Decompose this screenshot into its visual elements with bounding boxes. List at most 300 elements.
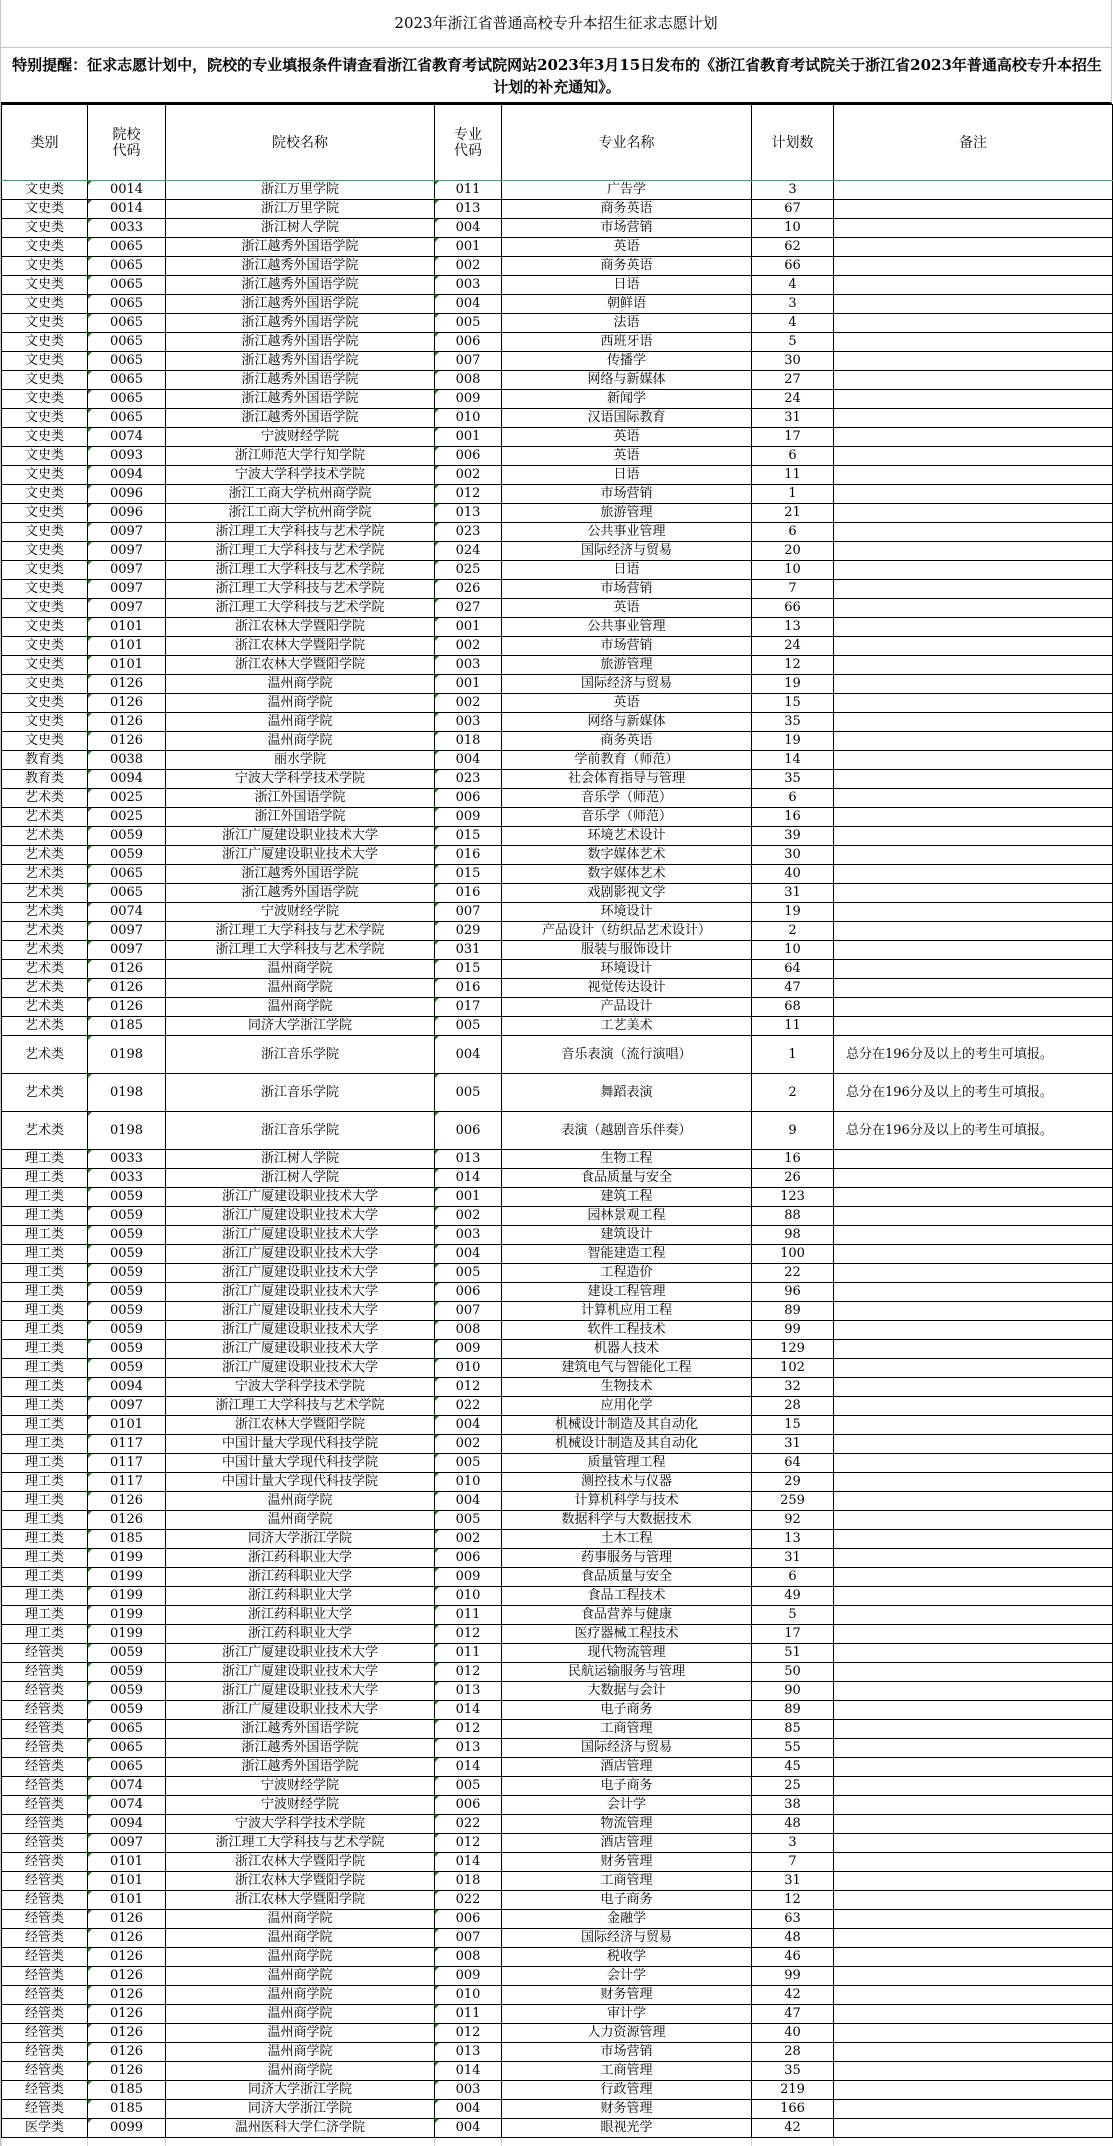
cell-major-name[interactable]: 建筑设计 [502, 1226, 752, 1245]
cell-major-code[interactable]: 013 [435, 1150, 502, 1169]
cell-school-code[interactable]: 0059 [88, 1283, 166, 1302]
cell-major-code[interactable]: 022 [435, 1397, 502, 1416]
cell-category[interactable]: 艺术类 [2, 922, 88, 941]
cell-school-name[interactable]: 浙江药科职业大学 [166, 1606, 435, 1625]
cell-remark[interactable] [834, 2043, 1113, 2062]
cell-remark[interactable] [834, 1264, 1113, 1283]
cell-school-name[interactable]: 浙江理工大学科技与艺术学院 [166, 941, 435, 960]
cell-plan[interactable]: 38 [752, 1796, 834, 1815]
cell-remark[interactable] [834, 770, 1113, 789]
cell-school-name[interactable]: 浙江万里学院 [166, 181, 435, 200]
cell-major-code[interactable]: 016 [435, 979, 502, 998]
cell-plan[interactable]: 99 [752, 1967, 834, 1986]
cell-school-code[interactable]: 0185 [88, 2081, 166, 2100]
cell-major-code[interactable]: 012 [435, 1720, 502, 1739]
cell-major-name[interactable]: 会计学 [502, 1967, 752, 1986]
cell-major-code[interactable]: 002 [435, 466, 502, 485]
cell-school-code[interactable]: 0101 [88, 1872, 166, 1891]
cell-major-code[interactable]: 013 [435, 2043, 502, 2062]
cell-remark[interactable] [834, 884, 1113, 903]
cell-remark[interactable] [834, 1226, 1113, 1245]
cell-school-name[interactable]: 浙江理工大学科技与艺术学院 [166, 1397, 435, 1416]
cell-major-code[interactable]: 011 [435, 1644, 502, 1663]
cell-major-code[interactable]: 022 [435, 1815, 502, 1834]
cell-category[interactable]: 理工类 [2, 1549, 88, 1568]
cell-plan[interactable]: 49 [752, 1587, 834, 1606]
cell-major-code[interactable]: 015 [435, 865, 502, 884]
cell-remark[interactable] [834, 1644, 1113, 1663]
cell-remark[interactable] [834, 1739, 1113, 1758]
cell-major-code[interactable]: 002 [435, 637, 502, 656]
cell-plan[interactable]: 17 [752, 428, 834, 447]
cell-school-name[interactable]: 同济大学浙江学院 [166, 1017, 435, 1036]
cell-category[interactable]: 理工类 [2, 1606, 88, 1625]
cell-major-name[interactable]: 市场营销 [502, 580, 752, 599]
cell-school-code[interactable]: 0033 [88, 219, 166, 238]
cell-school-code[interactable]: 0065 [88, 1720, 166, 1739]
cell-school-code[interactable]: 0101 [88, 656, 166, 675]
cell-major-code[interactable]: 006 [435, 1283, 502, 1302]
cell-plan[interactable]: 1 [752, 485, 834, 504]
cell-major-code[interactable]: 014 [435, 1169, 502, 1188]
cell-school-name[interactable]: 浙江越秀外国语学院 [166, 1758, 435, 1777]
cell-school-code[interactable]: 0099 [88, 2119, 166, 2138]
cell-category[interactable]: 艺术类 [2, 960, 88, 979]
cell-major-name[interactable]: 汉语国际教育 [502, 409, 752, 428]
cell-plan[interactable]: 99 [752, 1321, 834, 1340]
cell-school-name[interactable]: 温州商学院 [166, 713, 435, 732]
cell-remark[interactable] [834, 1758, 1113, 1777]
cell-category[interactable]: 经管类 [2, 1663, 88, 1682]
cell-major-name[interactable]: 医疗器械工程技术 [502, 1625, 752, 1644]
cell-plan[interactable]: 46 [752, 1948, 834, 1967]
cell-plan[interactable]: 25 [752, 1777, 834, 1796]
cell-plan[interactable]: 6 [752, 1568, 834, 1587]
cell-school-name[interactable]: 浙江农林大学暨阳学院 [166, 1416, 435, 1435]
cell-major-name[interactable]: 机器人技术 [502, 1340, 752, 1359]
cell-remark[interactable] [834, 1492, 1113, 1511]
cell-category[interactable]: 文史类 [2, 409, 88, 428]
cell-major-name[interactable]: 建筑电气与智能化工程 [502, 1359, 752, 1378]
cell-school-name[interactable]: 宁波财经学院 [166, 1777, 435, 1796]
cell-major-name[interactable]: 人力资源管理 [502, 2024, 752, 2043]
cell-major-code[interactable]: 008 [435, 1948, 502, 1967]
cell-plan[interactable]: 89 [752, 1701, 834, 1720]
cell-school-code[interactable]: 0096 [88, 485, 166, 504]
cell-major-name[interactable]: 数据科学与大数据技术 [502, 1511, 752, 1530]
cell-school-code[interactable]: 0093 [88, 447, 166, 466]
cell-major-name[interactable]: 商务英语 [502, 257, 752, 276]
cell-major-code[interactable]: 013 [435, 1682, 502, 1701]
cell-category[interactable]: 文史类 [2, 371, 88, 390]
cell-remark[interactable] [834, 2119, 1113, 2138]
cell-plan[interactable]: 9 [752, 1112, 834, 1150]
cell-school-name[interactable]: 浙江音乐学院 [166, 1074, 435, 1112]
cell-school-code[interactable]: 0025 [88, 808, 166, 827]
cell-major-code[interactable]: 006 [435, 447, 502, 466]
cell-school-name[interactable]: 浙江音乐学院 [166, 1112, 435, 1150]
cell-major-name[interactable]: 园林景观工程 [502, 1207, 752, 1226]
cell-plan[interactable]: 24 [752, 390, 834, 409]
cell-major-name[interactable]: 数字媒体艺术 [502, 865, 752, 884]
cell-school-code[interactable]: 0074 [88, 1796, 166, 1815]
cell-category[interactable]: 艺术类 [2, 1017, 88, 1036]
cell-major-name[interactable]: 电子商务 [502, 1891, 752, 1910]
cell-remark[interactable] [834, 827, 1113, 846]
cell-remark[interactable] [834, 257, 1113, 276]
cell-school-code[interactable]: 0059 [88, 1663, 166, 1682]
cell-major-code[interactable]: 009 [435, 1340, 502, 1359]
cell-plan[interactable]: 90 [752, 1682, 834, 1701]
cell-major-name[interactable]: 工商管理 [502, 1872, 752, 1891]
cell-major-code[interactable]: 002 [435, 1207, 502, 1226]
cell-category[interactable]: 经管类 [2, 1758, 88, 1777]
cell-plan[interactable]: 20 [752, 542, 834, 561]
cell-category[interactable]: 理工类 [2, 1359, 88, 1378]
cell-major-name[interactable]: 视觉传达设计 [502, 979, 752, 998]
cell-school-name[interactable]: 浙江树人学院 [166, 1150, 435, 1169]
cell-major-name[interactable]: 智能建造工程 [502, 1245, 752, 1264]
cell-major-code[interactable]: 004 [435, 751, 502, 770]
cell-school-name[interactable]: 浙江广厦建设职业技术大学 [166, 1226, 435, 1245]
cell-school-name[interactable]: 浙江越秀外国语学院 [166, 884, 435, 903]
cell-major-code[interactable]: 001 [435, 428, 502, 447]
cell-plan[interactable]: 13 [752, 1530, 834, 1549]
cell-major-name[interactable]: 质量管理工程 [502, 1454, 752, 1473]
cell-school-name[interactable]: 浙江农林大学暨阳学院 [166, 1891, 435, 1910]
cell-school-name[interactable]: 宁波财经学院 [166, 903, 435, 922]
cell-school-code[interactable]: 0097 [88, 580, 166, 599]
cell-remark[interactable] [834, 561, 1113, 580]
cell-school-name[interactable]: 浙江广厦建设职业技术大学 [166, 1644, 435, 1663]
cell-category[interactable]: 理工类 [2, 1169, 88, 1188]
cell-remark[interactable] [834, 447, 1113, 466]
cell-remark[interactable] [834, 1606, 1113, 1625]
cell-major-code[interactable]: 013 [435, 504, 502, 523]
cell-school-name[interactable]: 中国计量大学现代科技学院 [166, 1473, 435, 1492]
cell-remark[interactable] [834, 428, 1113, 447]
cell-school-code[interactable]: 0033 [88, 1150, 166, 1169]
cell-major-code[interactable]: 005 [435, 1511, 502, 1530]
cell-remark[interactable] [834, 371, 1113, 390]
cell-school-code[interactable]: 0065 [88, 238, 166, 257]
cell-category[interactable]: 文史类 [2, 390, 88, 409]
cell-major-name[interactable]: 大数据与会计 [502, 1682, 752, 1701]
cell-school-code[interactable]: 0065 [88, 865, 166, 884]
cell-major-name[interactable]: 市场营销 [502, 2043, 752, 2062]
cell-remark[interactable] [834, 1017, 1113, 1036]
cell-remark[interactable] [834, 979, 1113, 998]
cell-school-code[interactable]: 0097 [88, 561, 166, 580]
cell-school-code[interactable]: 0059 [88, 1701, 166, 1720]
cell-category[interactable]: 经管类 [2, 1796, 88, 1815]
cell-plan[interactable]: 40 [752, 2024, 834, 2043]
cell-remark[interactable] [834, 1682, 1113, 1701]
cell-school-name[interactable]: 浙江广厦建设职业技术大学 [166, 1188, 435, 1207]
cell-school-name[interactable]: 浙江越秀外国语学院 [166, 371, 435, 390]
cell-school-code[interactable]: 0126 [88, 998, 166, 1017]
cell-plan[interactable]: 30 [752, 846, 834, 865]
cell-plan[interactable]: 1 [752, 1036, 834, 1074]
cell-school-code[interactable]: 0059 [88, 1359, 166, 1378]
cell-major-name[interactable]: 广告学 [502, 181, 752, 200]
cell-school-code[interactable]: 0101 [88, 637, 166, 656]
cell-school-code[interactable]: 0126 [88, 1511, 166, 1530]
cell-remark[interactable] [834, 789, 1113, 808]
cell-school-code[interactable]: 0065 [88, 371, 166, 390]
cell-remark[interactable] [834, 1967, 1113, 1986]
cell-plan[interactable]: 55 [752, 1739, 834, 1758]
cell-school-code[interactable]: 0065 [88, 257, 166, 276]
cell-major-name[interactable]: 国际经济与贸易 [502, 542, 752, 561]
cell-major-name[interactable]: 旅游管理 [502, 656, 752, 675]
cell-plan[interactable]: 48 [752, 1929, 834, 1948]
cell-major-name[interactable]: 市场营销 [502, 219, 752, 238]
cell-plan[interactable]: 3 [752, 295, 834, 314]
cell-school-name[interactable]: 温州商学院 [166, 998, 435, 1017]
cell-school-name[interactable]: 温州商学院 [166, 675, 435, 694]
cell-category[interactable]: 理工类 [2, 1530, 88, 1549]
cell-school-code[interactable]: 0198 [88, 1074, 166, 1112]
cell-major-name[interactable]: 电子商务 [502, 1777, 752, 1796]
cell-remark[interactable] [834, 1188, 1113, 1207]
cell-major-name[interactable]: 社会体育指导与管理 [502, 770, 752, 789]
cell-plan[interactable]: 26 [752, 1169, 834, 1188]
cell-remark[interactable] [834, 1720, 1113, 1739]
cell-major-code[interactable]: 025 [435, 561, 502, 580]
cell-major-name[interactable]: 酒店管理 [502, 1834, 752, 1853]
cell-plan[interactable]: 31 [752, 1549, 834, 1568]
cell-school-name[interactable]: 浙江广厦建设职业技术大学 [166, 1682, 435, 1701]
cell-remark[interactable] [834, 1929, 1113, 1948]
cell-school-name[interactable]: 浙江广厦建设职业技术大学 [166, 846, 435, 865]
cell-remark[interactable] [834, 2024, 1113, 2043]
cell-plan[interactable]: 85 [752, 1720, 834, 1739]
cell-major-name[interactable]: 测控技术与仪器 [502, 1473, 752, 1492]
cell-plan[interactable]: 6 [752, 789, 834, 808]
cell-remark[interactable] [834, 1587, 1113, 1606]
cell-major-code[interactable]: 022 [435, 1891, 502, 1910]
cell-major-code[interactable]: 004 [435, 2119, 502, 2138]
cell-major-name[interactable]: 应用化学 [502, 1397, 752, 1416]
cell-category[interactable]: 理工类 [2, 1511, 88, 1530]
cell-school-name[interactable]: 温州商学院 [166, 1929, 435, 1948]
cell-major-name[interactable]: 商务英语 [502, 732, 752, 751]
cell-plan[interactable]: 12 [752, 656, 834, 675]
cell-category[interactable]: 理工类 [2, 1397, 88, 1416]
cell-school-code[interactable]: 0126 [88, 1948, 166, 1967]
cell-major-code[interactable]: 031 [435, 941, 502, 960]
cell-school-code[interactable]: 0126 [88, 1910, 166, 1929]
cell-school-code[interactable]: 0126 [88, 2005, 166, 2024]
cell-major-name[interactable]: 学前教育（师范） [502, 751, 752, 770]
cell-plan[interactable]: 10 [752, 561, 834, 580]
cell-plan[interactable]: 10 [752, 219, 834, 238]
cell-major-code[interactable]: 015 [435, 960, 502, 979]
cell-major-code[interactable]: 023 [435, 523, 502, 542]
cell-school-name[interactable]: 浙江越秀外国语学院 [166, 409, 435, 428]
cell-major-name[interactable]: 日语 [502, 466, 752, 485]
cell-category[interactable]: 医学类 [2, 2119, 88, 2138]
cell-plan[interactable]: 4 [752, 276, 834, 295]
cell-plan[interactable]: 68 [752, 998, 834, 1017]
cell-major-code[interactable]: 029 [435, 922, 502, 941]
cell-school-code[interactable]: 0117 [88, 1435, 166, 1454]
cell-major-code[interactable]: 008 [435, 1321, 502, 1340]
cell-category[interactable]: 艺术类 [2, 979, 88, 998]
cell-major-name[interactable]: 环境设计 [502, 903, 752, 922]
cell-category[interactable]: 理工类 [2, 1302, 88, 1321]
cell-remark[interactable] [834, 333, 1113, 352]
cell-remark[interactable] [834, 1454, 1113, 1473]
cell-remark[interactable] [834, 713, 1113, 732]
cell-school-code[interactable]: 0126 [88, 1492, 166, 1511]
cell-major-code[interactable]: 009 [435, 390, 502, 409]
cell-school-code[interactable]: 0059 [88, 1682, 166, 1701]
cell-category[interactable]: 经管类 [2, 1777, 88, 1796]
cell-remark[interactable] [834, 1321, 1113, 1340]
cell-major-name[interactable]: 产品设计 [502, 998, 752, 1017]
cell-school-name[interactable]: 浙江理工大学科技与艺术学院 [166, 599, 435, 618]
cell-major-name[interactable]: 英语 [502, 238, 752, 257]
cell-major-code[interactable]: 005 [435, 1264, 502, 1283]
cell-school-code[interactable]: 0199 [88, 1587, 166, 1606]
cell-major-code[interactable]: 005 [435, 1777, 502, 1796]
cell-major-code[interactable]: 001 [435, 1188, 502, 1207]
cell-plan[interactable]: 31 [752, 1435, 834, 1454]
cell-plan[interactable]: 16 [752, 808, 834, 827]
cell-school-name[interactable]: 浙江越秀外国语学院 [166, 276, 435, 295]
cell-remark[interactable] [834, 2081, 1113, 2100]
cell-category[interactable]: 文史类 [2, 295, 88, 314]
cell-remark[interactable]: 总分在196分及以上的考生可填报。 [834, 1036, 1113, 1074]
cell-school-code[interactable]: 0117 [88, 1473, 166, 1492]
cell-major-name[interactable]: 生物工程 [502, 1150, 752, 1169]
cell-major-name[interactable]: 现代物流管理 [502, 1644, 752, 1663]
cell-category[interactable]: 理工类 [2, 1473, 88, 1492]
cell-remark[interactable] [834, 1625, 1113, 1644]
cell-category[interactable]: 文史类 [2, 637, 88, 656]
cell-school-code[interactable]: 0094 [88, 466, 166, 485]
cell-plan[interactable]: 48 [752, 1815, 834, 1834]
cell-school-code[interactable]: 0199 [88, 1625, 166, 1644]
cell-school-code[interactable]: 0059 [88, 1321, 166, 1340]
cell-plan[interactable]: 100 [752, 1245, 834, 1264]
cell-remark[interactable] [834, 485, 1113, 504]
cell-category[interactable]: 理工类 [2, 1150, 88, 1169]
cell-school-code[interactable]: 0065 [88, 314, 166, 333]
cell-remark[interactable] [834, 409, 1113, 428]
cell-school-name[interactable]: 浙江外国语学院 [166, 808, 435, 827]
cell-plan[interactable]: 19 [752, 675, 834, 694]
cell-major-code[interactable]: 024 [435, 542, 502, 561]
cell-major-code[interactable]: 005 [435, 1017, 502, 1036]
cell-category[interactable]: 文史类 [2, 732, 88, 751]
cell-school-code[interactable]: 0059 [88, 1340, 166, 1359]
cell-school-name[interactable]: 浙江越秀外国语学院 [166, 333, 435, 352]
cell-remark[interactable] [834, 200, 1113, 219]
cell-major-code[interactable]: 014 [435, 1758, 502, 1777]
cell-category[interactable]: 理工类 [2, 1321, 88, 1340]
cell-major-name[interactable]: 税收学 [502, 1948, 752, 1967]
cell-school-name[interactable]: 温州商学院 [166, 979, 435, 998]
cell-plan[interactable]: 10 [752, 941, 834, 960]
cell-plan[interactable]: 22 [752, 1264, 834, 1283]
cell-plan[interactable]: 98 [752, 1226, 834, 1245]
cell-major-code[interactable]: 015 [435, 827, 502, 846]
cell-category[interactable]: 文史类 [2, 675, 88, 694]
cell-major-code[interactable]: 016 [435, 846, 502, 865]
cell-remark[interactable] [834, 1207, 1113, 1226]
cell-school-name[interactable]: 浙江师范大学行知学院 [166, 447, 435, 466]
cell-remark[interactable] [834, 922, 1113, 941]
cell-school-name[interactable]: 同济大学浙江学院 [166, 2100, 435, 2119]
cell-plan[interactable]: 92 [752, 1511, 834, 1530]
cell-plan[interactable]: 66 [752, 257, 834, 276]
cell-school-name[interactable]: 浙江理工大学科技与艺术学院 [166, 561, 435, 580]
cell-school-code[interactable]: 0097 [88, 1397, 166, 1416]
cell-school-name[interactable]: 浙江越秀外国语学院 [166, 1739, 435, 1758]
cell-category[interactable]: 经管类 [2, 1834, 88, 1853]
cell-category[interactable]: 文史类 [2, 713, 88, 732]
cell-category[interactable]: 经管类 [2, 1815, 88, 1834]
cell-category[interactable]: 艺术类 [2, 903, 88, 922]
cell-category[interactable]: 理工类 [2, 1188, 88, 1207]
cell-major-code[interactable]: 012 [435, 1378, 502, 1397]
cell-school-name[interactable]: 温州商学院 [166, 1948, 435, 1967]
cell-school-code[interactable]: 0065 [88, 1758, 166, 1777]
cell-school-name[interactable]: 温州医科大学仁济学院 [166, 2119, 435, 2138]
cell-remark[interactable] [834, 1397, 1113, 1416]
cell-category[interactable]: 理工类 [2, 1625, 88, 1644]
cell-major-name[interactable]: 民航运输服务与管理 [502, 1663, 752, 1682]
cell-major-code[interactable]: 009 [435, 1967, 502, 1986]
cell-category[interactable]: 文史类 [2, 504, 88, 523]
cell-school-name[interactable]: 浙江越秀外国语学院 [166, 865, 435, 884]
cell-school-name[interactable]: 宁波财经学院 [166, 428, 435, 447]
cell-major-code[interactable]: 026 [435, 580, 502, 599]
cell-remark[interactable] [834, 1910, 1113, 1929]
cell-category[interactable]: 理工类 [2, 1226, 88, 1245]
cell-plan[interactable]: 45 [752, 1758, 834, 1777]
cell-major-name[interactable]: 计算机科学与技术 [502, 1492, 752, 1511]
cell-school-code[interactable]: 0014 [88, 181, 166, 200]
cell-school-code[interactable]: 0185 [88, 1017, 166, 1036]
cell-plan[interactable]: 40 [752, 865, 834, 884]
cell-plan[interactable]: 42 [752, 1986, 834, 2005]
cell-category[interactable]: 经管类 [2, 1701, 88, 1720]
cell-category[interactable]: 经管类 [2, 1929, 88, 1948]
cell-plan[interactable]: 47 [752, 2005, 834, 2024]
cell-category[interactable]: 理工类 [2, 1416, 88, 1435]
cell-plan[interactable]: 11 [752, 466, 834, 485]
cell-school-name[interactable]: 浙江越秀外国语学院 [166, 1720, 435, 1739]
cell-remark[interactable] [834, 390, 1113, 409]
cell-school-code[interactable]: 0097 [88, 523, 166, 542]
cell-major-name[interactable]: 国际经济与贸易 [502, 1929, 752, 1948]
cell-school-name[interactable]: 温州商学院 [166, 694, 435, 713]
cell-remark[interactable] [834, 523, 1113, 542]
cell-remark[interactable] [834, 2100, 1113, 2119]
cell-major-name[interactable]: 工商管理 [502, 1720, 752, 1739]
cell-school-name[interactable]: 浙江农林大学暨阳学院 [166, 637, 435, 656]
cell-plan[interactable]: 64 [752, 960, 834, 979]
cell-plan[interactable]: 14 [752, 751, 834, 770]
cell-major-code[interactable]: 002 [435, 1530, 502, 1549]
cell-plan[interactable]: 7 [752, 580, 834, 599]
cell-major-code[interactable]: 001 [435, 618, 502, 637]
cell-plan[interactable]: 219 [752, 2081, 834, 2100]
